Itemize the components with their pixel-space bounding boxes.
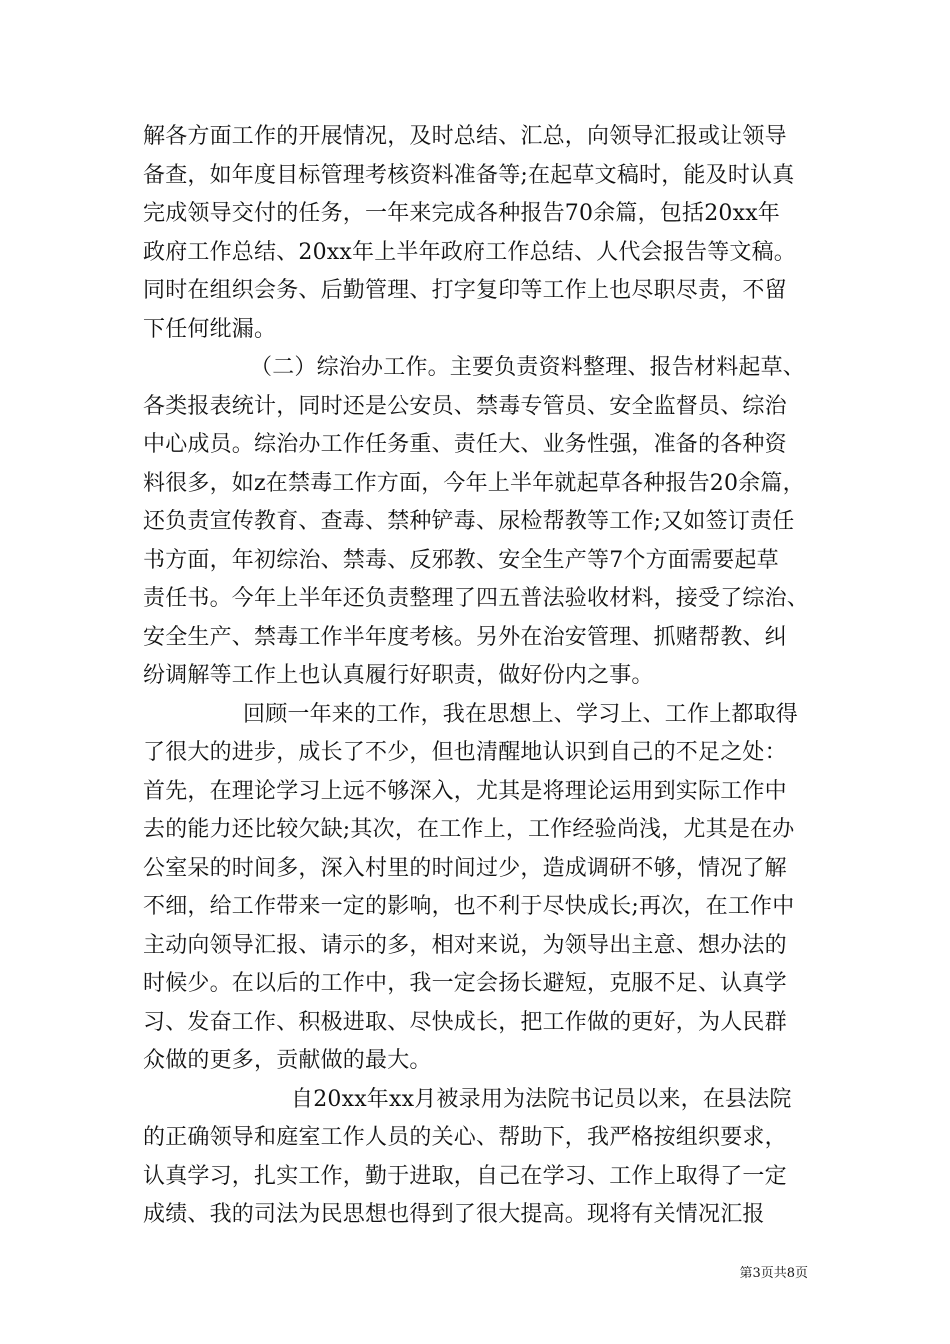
text-line: （二）综治办工作。主要负责资料整理、报告材料起草、 — [250, 355, 806, 380]
text-line: 认真学习，扎实工作，勤于进取，自己在学习、工作上取得了一定 — [143, 1163, 787, 1189]
paragraph-1 — [143, 118, 813, 349]
text-line: 解各方面工作的开展情况，及时总结、汇总，向领导汇报或让领导 — [143, 124, 787, 149]
text-line: 自20xx年xx月被录用为法院书记员以来，在县法院 — [291, 1086, 792, 1112]
text-line: 首先，在理论学习上远不够深入，尤其是将理论运用到实际工作中 — [143, 778, 787, 804]
document-body — [143, 118, 813, 1235]
text-line: 时候少。在以后的工作中，我一定会扬长避短，克服不足、认真学 — [143, 971, 787, 996]
text-line: 各类报表统计，同时还是公安员、禁毒专管员、安全监督员、综治 — [143, 393, 787, 419]
text-line: 公室呆的时间多，深入村里的时间过少，造成调研不够，情况了解 — [143, 855, 787, 881]
text-line: 回顾一年来的工作，我在思想上、学习上、工作上都取得 — [243, 701, 799, 727]
paragraph-2 — [143, 349, 813, 696]
text-line: 中心成员。综治办工作任务重、责任大、业务性强，准备的各种资 — [143, 432, 787, 457]
text-line: 政府工作总结、20xx年上半年政府工作总结、人代会报告等文稿。 — [143, 239, 797, 265]
text-line: 的正确领导和庭室工作人员的关心、帮助下，我严格按组织要求， — [143, 1125, 787, 1150]
text-line: 还负责宣传教育、查毒、禁种铲毒、尿检帮教等工作;又如签订责任 — [143, 509, 795, 534]
text-line: 主动向领导汇报、请示的多，相对来说，为领导出主意、想办法的 — [143, 932, 787, 958]
text-line: 习、发奋工作、积极进取、尽快成长，把工作做的更好，为人民群 — [143, 1009, 787, 1035]
text-line: 备查，如年度目标管理考核资料准备等;在起草文稿时，能及时认真 — [143, 162, 795, 188]
text-line: 料很多，如z在禁毒工作方面，今年上半年就起草各种报告20余篇， — [143, 470, 805, 496]
text-line: 书方面，年初综治、禁毒、反邪教、安全生产等7个方面需要起草 — [143, 547, 779, 573]
text-line: 安全生产、禁毒工作半年度考核。另外在治安管理、抓赌帮教、纠 — [143, 624, 787, 650]
text-line: 了很大的进步，成长了不少，但也清醒地认识到自己的不足之处： — [143, 740, 787, 765]
text-line: 纷调解等工作上也认真履行好职责，做好份内之事。 — [143, 663, 654, 688]
text-line: 完成领导交付的任务，一年来完成各种报告70余篇，包括20xx年 — [143, 201, 781, 226]
text-line: 下任何纰漏。 — [143, 316, 277, 342]
text-line: 不细，给工作带来一定的影响，也不利于尽快成长;再次，在工作中 — [143, 894, 795, 919]
text-line: 责任书。今年上半年还负责整理了四五普法验收材料，接受了综治、 — [143, 586, 810, 611]
text-line: 成绩、我的司法为民思想也得到了很大提高。现将有关情况汇报 — [143, 1202, 765, 1227]
paragraph-4 — [143, 1081, 813, 1235]
paragraph-3 — [143, 696, 813, 1081]
text-line: 去的能力还比较欠缺;其次，在工作上，工作经验尚浅，尤其是在办 — [143, 817, 795, 842]
text-line: 众做的更多，贡献做的最大。 — [143, 1048, 432, 1073]
page-number: 第3页共8页 — [739, 1266, 808, 1281]
text-line: 同时在组织会务、后勤管理、打字复印等工作上也尽职尽责，不留 — [143, 278, 787, 303]
